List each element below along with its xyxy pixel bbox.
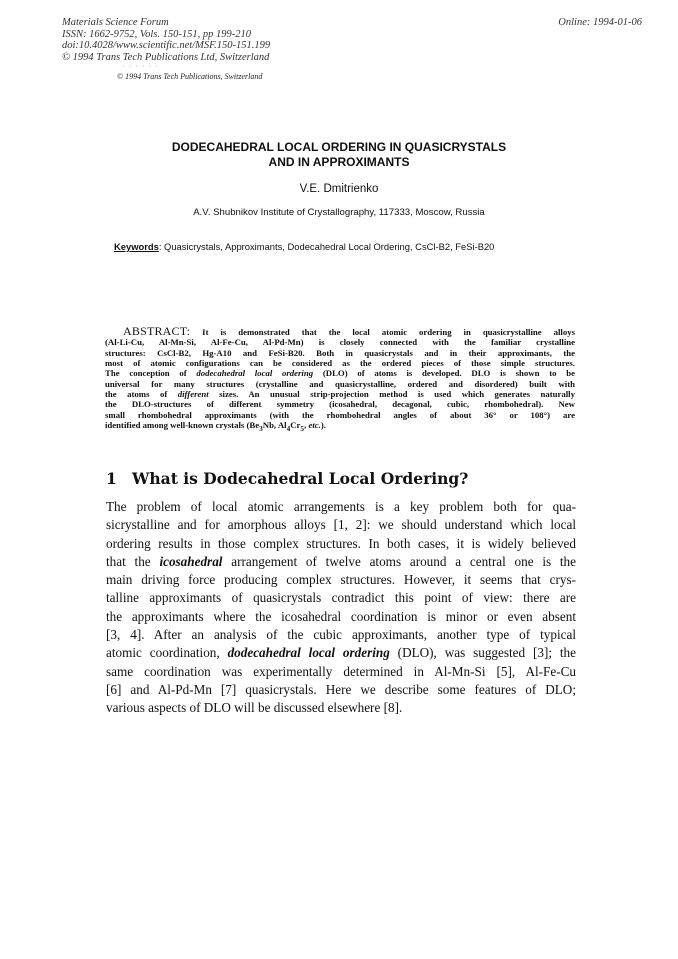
doi-link[interactable]: doi:10.4028/www.scientific.net/MSF.150-151.199 (62, 40, 271, 52)
copyright-line: © 1994 Trans Tech Publications Ltd, Switzerland (62, 51, 270, 63)
journal-name: Materials Science Forum (62, 17, 169, 28)
abstract-line: identified among well-known crystals ($Be_3Nb$, $Al_4Cr_5$, etc.). (105, 420, 326, 433)
publication-metadata (62, 17, 270, 63)
body-line: sicrystalline and for amorphous alloys [1, 2]: we should understand which local (106, 517, 576, 533)
abstract-line: (Al-Li-Cu, Al-Mn-Si, Al-Fe-Cu, Al-Pd-Mn) is closely connected with the familiar crystalline (105, 337, 575, 348)
inner-copyright: © 1994 Trans Tech Publications, Switzerland (117, 72, 263, 81)
abstract-line: small rhombohedral approximants (with the rhombohedral angles of about 36° or 108°) are (105, 409, 575, 420)
keywords-colon: : (158, 241, 162, 252)
body-line: that the icosahedral arrangement of twelve atoms around a central one is the (106, 553, 576, 569)
body-paragraph (106, 498, 576, 718)
online-date: Online: 1994-01-06 (558, 17, 642, 28)
abstract-line: universal for many structures (crystalline and quasicrystalline, ordered and disordered) built with (105, 378, 575, 389)
title-line-1: DODECAHEDRAL LOCAL ORDERING IN QUASICRYSTALS (171, 140, 507, 154)
body-line: main driving force producing complex structures. However, it seems that crys- (106, 572, 576, 588)
section-number: 1 (106, 469, 117, 488)
author-affiliation: A.V. Shubnikov Institute of Crystallography, 117333, Moscow, Russia (193, 207, 485, 218)
body-line: talline approximants of quasicrystals contradict this point of view: there are (106, 590, 576, 606)
body-line: ordering results in those complex structures. In both cases, it is widely believed (106, 535, 576, 551)
body-line: [6] and Al-Pd-Mn [7] quasicrystals. Here we describe some features of DLO; (106, 681, 576, 697)
paper-title (0, 140, 678, 170)
abstract-line: most of atomic configurations can be considered as the ordered pieces of those simple structures. (105, 358, 575, 369)
body-line: same coordination was experimentally determined in Al-Mn-Si [5], Al-Fe-Cu (106, 663, 576, 679)
keywords-text: Quasicrystals, Approximants, Dodecahedral Local Ordering, CsCl-B2, FeSi-B20 (161, 241, 495, 252)
body-line: the approximants where the icosahedral coordination is minor or even absent (106, 608, 576, 624)
abstract-line: the atoms of different sizes. An unusual strip-projection method is used which generates naturally (105, 389, 575, 400)
section-heading (106, 469, 468, 488)
author-name: V.E. Dmitrienko (299, 183, 379, 195)
keywords-line (114, 241, 494, 252)
body-line: [3, 4]. After an analysis of the cubic approximants, another type of typical (106, 627, 576, 643)
issn-line: ISSN: 1662-9752, Vols. 150-151, pp 199-210 (62, 28, 251, 40)
abstract-line: ABSTRACT: It is demonstrated that the local atomic ordering in quasicrystalline alloys (123, 324, 575, 338)
body-line: various aspects of DLO will be discussed elsewhere [8]. (106, 700, 403, 716)
abstract-block (105, 326, 575, 434)
abstract-heading: ABSTRACT: (123, 324, 191, 338)
body-line: The problem of local atomic arrangements is a key problem both for qua- (106, 499, 576, 514)
abstract-line: The conception of dodecahedral local ordering (DLO) of atoms is developed. DLO is shown to be (105, 368, 575, 379)
section-title: What is Dodecahedral Local Ordering? (132, 469, 469, 488)
abstract-line: structures: CsCl-B2, Hg-A10 and FeSi-B20. Both in quasicrystals and in their approximants, the (105, 347, 575, 358)
title-line-2: AND IN APPROXIMANTS (268, 155, 410, 169)
abstract-line: the DLO-structures of different symmetry (icosahedral, decagonal, cubic, rhombohedral). New (105, 399, 575, 410)
keywords-label: Keywords (114, 241, 159, 252)
body-line: atomic coordination, dodecahedral local ordering (DLO), was suggested [3]; the (106, 645, 576, 661)
dotted-separator: · · · · · · (122, 62, 159, 71)
